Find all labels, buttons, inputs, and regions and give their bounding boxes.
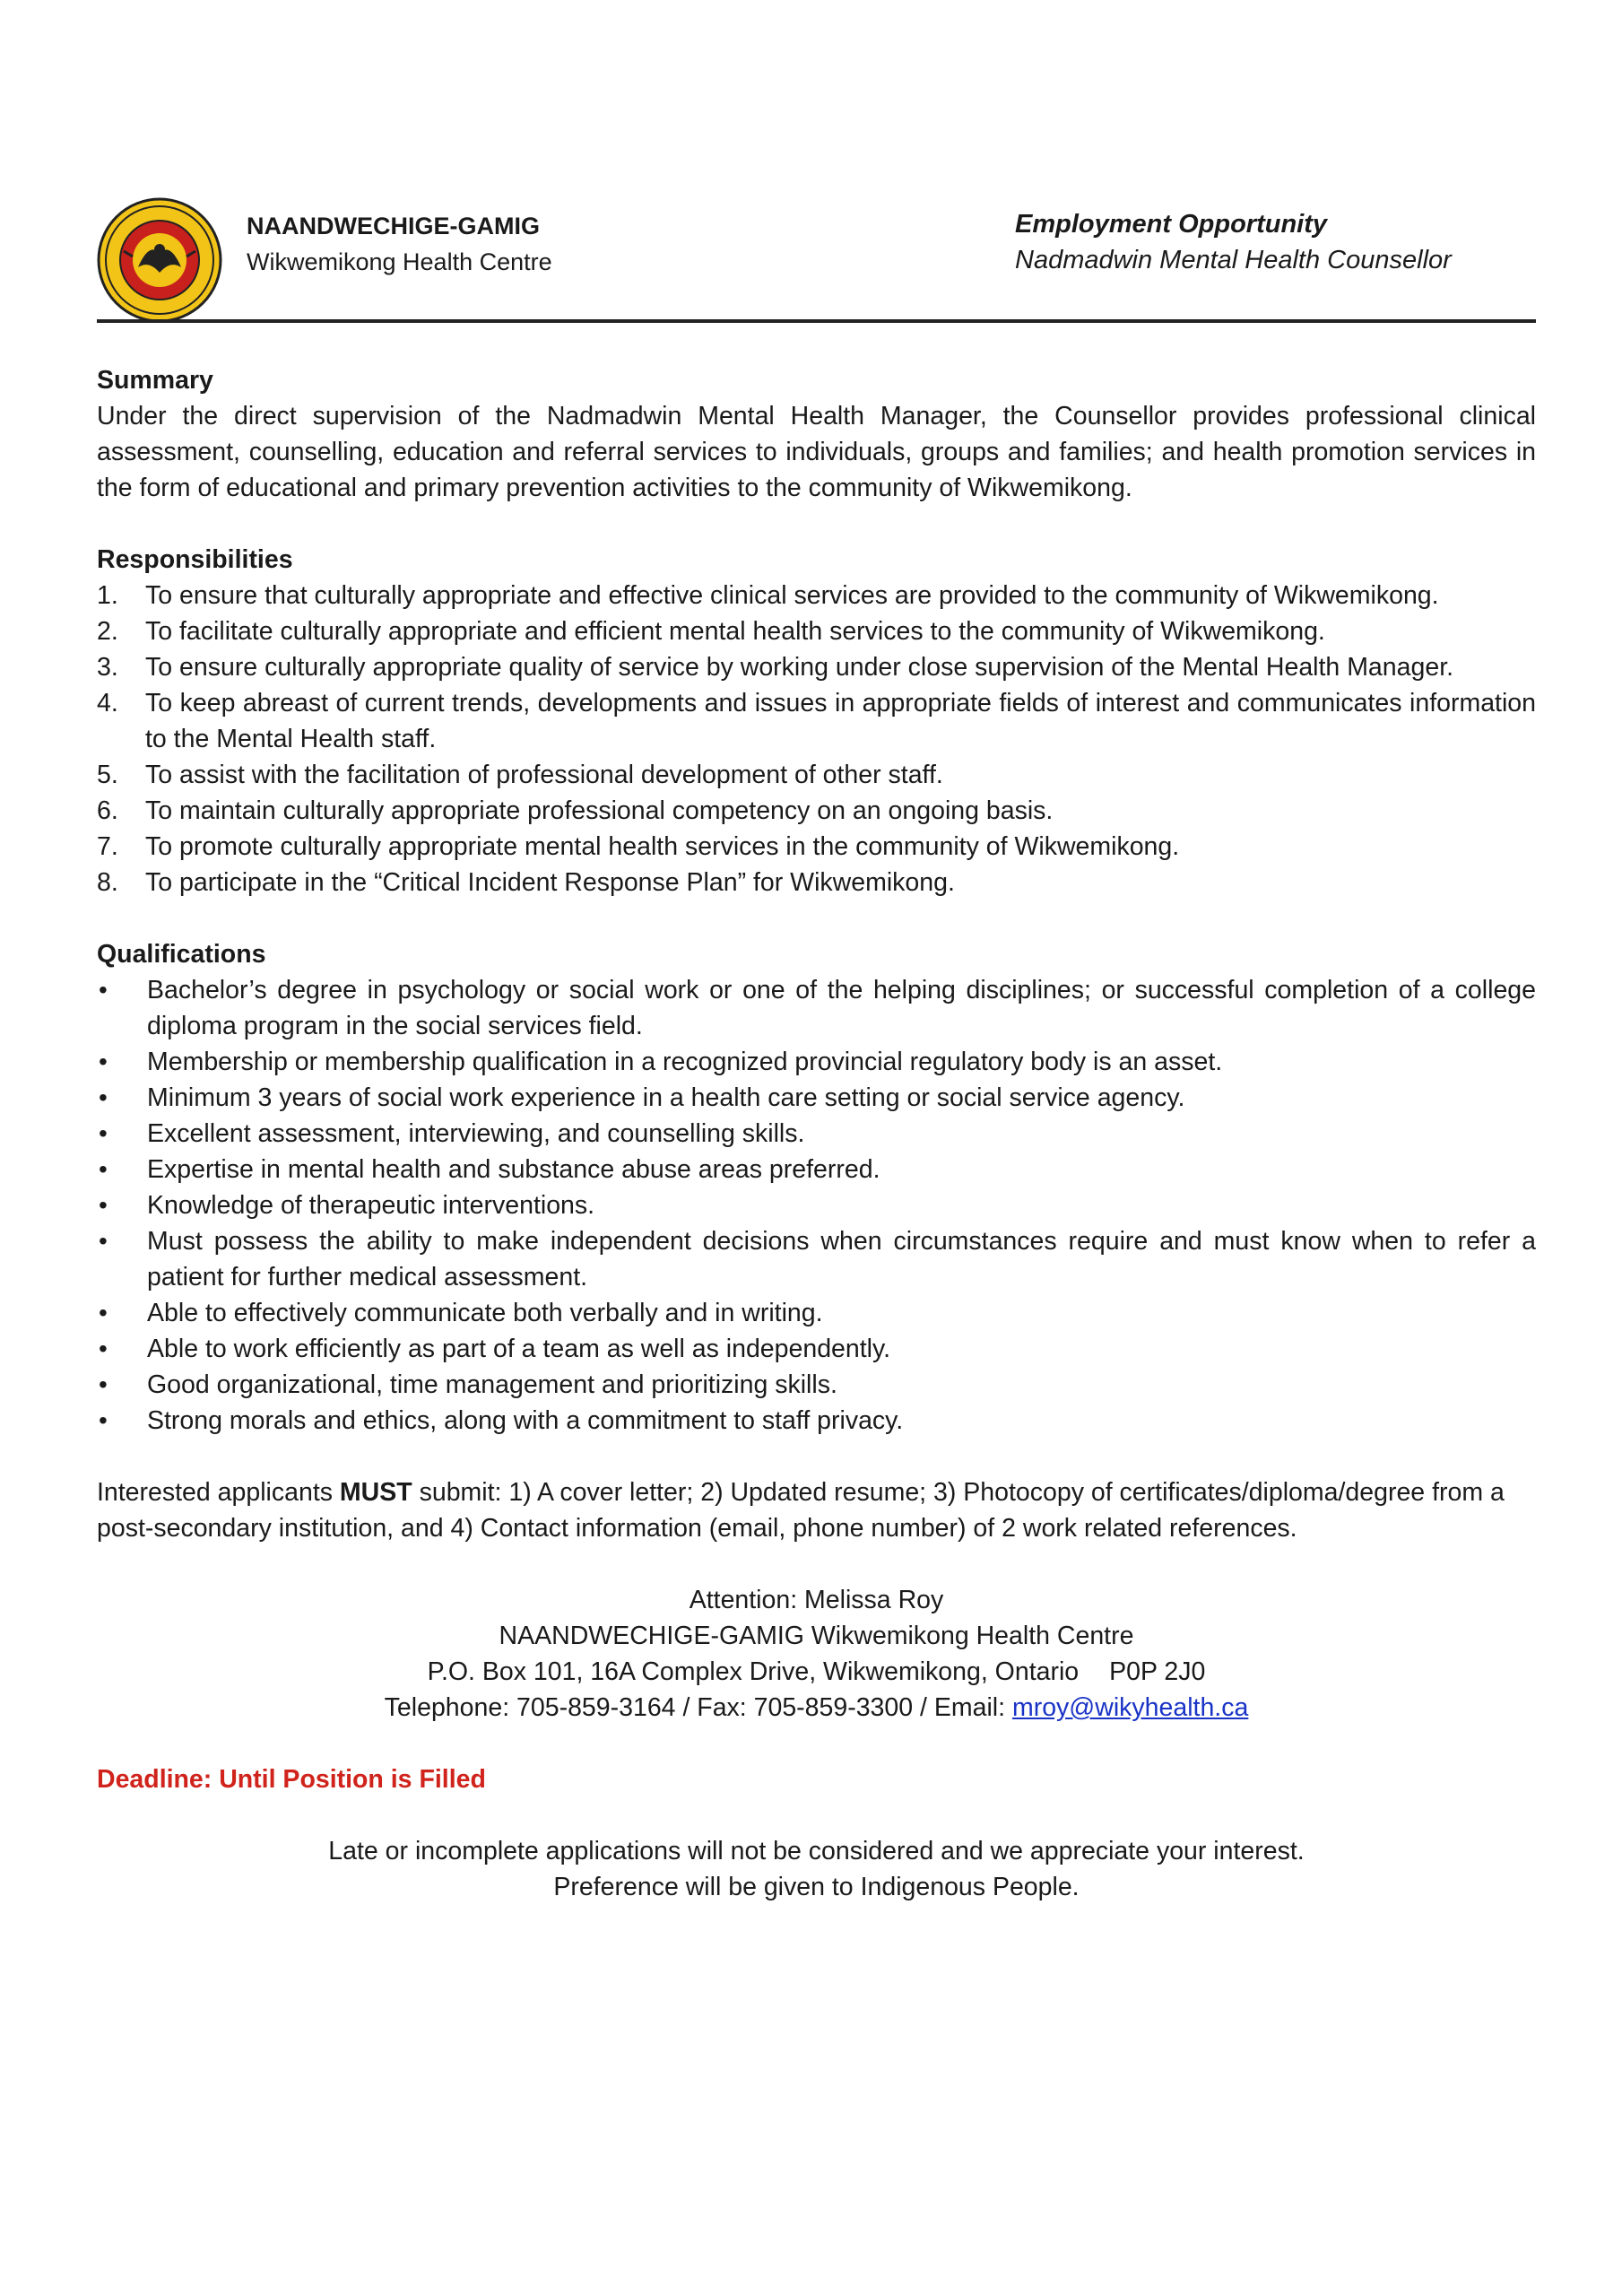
bullet-icon: • [99,976,108,1004]
bullet-icon: • [99,1083,108,1111]
submission-suffix: submit: 1) A cover letter; 2) Updated resume; 3) Photocopy of certificates/diploma/degree from a post-secondary institution, and 4) Contact information (email, phone number) of 2 work related references. [97,1478,1505,1543]
organization-name: NAANDWECHIGE-GAMIG [247,213,540,239]
bullet-icon: • [99,1406,108,1434]
item-text: Good organizational, time management and prioritizing skills. [147,1370,837,1399]
item-text: To ensure culturally appropriate quality of service by working under close supervision of the Mental Health Manager. [145,653,1454,682]
contact-address-line [97,1654,1536,1690]
list-item [97,829,1536,865]
contact-phone-line [97,1690,1536,1726]
item-number: 8. [97,868,118,897]
item-text: Membership or membership qualification in a recognized provincial regulatory body is an asset. [147,1048,1223,1076]
item-text: To promote culturally appropriate mental health services in the community of Wikwemikong. [145,832,1180,861]
bullet-icon: • [99,1227,108,1255]
job-block [1015,206,1452,278]
item-text: Must possess the ability to make independent decisions when circumstances require and must know when to refer a patient for further medical assessment. [147,1227,1536,1292]
list-item [97,578,1536,613]
list-item [97,649,1536,685]
summary-heading: Summary [97,366,213,395]
item-text: To maintain culturally appropriate professional competency on an ongoing basis. [145,796,1054,825]
list-item [97,1331,1536,1367]
item-text: To facilitate culturally appropriate and efficient mental health services to the community of Wikwemikong. [145,617,1325,646]
responsibilities-section [97,542,1536,900]
item-text: Bachelor’s degree in psychology or social work or one of the helping disciplines; or successful completion of a college diploma program in the social services field. [147,976,1536,1040]
bullet-icon: • [99,1370,108,1398]
list-item [97,1367,1536,1403]
item-text: Strong morals and ethics, along with a commitment to staff privacy. [147,1406,904,1435]
job-title: Nadmadwin Mental Health Counsellor [1015,246,1452,274]
responsibilities-list [97,578,1536,900]
qualifications-heading: Qualifications [97,940,266,969]
organization-subtitle: Wikwemikong Health Centre [247,248,552,275]
item-text: Minimum 3 years of social work experience in a health care setting or social service agency. [147,1083,1185,1112]
contact-phone-fax: Telephone: 705-859-3164 / Fax: 705-859-3300 / Email: [384,1693,1012,1722]
contact-block [97,1582,1536,1726]
list-item [97,1080,1536,1116]
item-text: To assist with the facilitation of professional development of other staff. [145,761,943,789]
list-item [97,1223,1536,1295]
summary-section [97,362,1536,506]
contact-email-link[interactable]: mroy@wikyhealth.ca [1011,1693,1249,1722]
contact-organization: NAANDWECHIGE-GAMIG Wikwemikong Health Centre [499,1622,1134,1650]
list-item [97,757,1536,793]
item-number: 3. [97,653,118,682]
list-item [97,1403,1536,1439]
posting-content [97,362,1536,1905]
item-text: Expertise in mental health and substance abuse areas preferred. [147,1155,880,1184]
header-divider [97,319,1536,323]
list-item [97,1152,1536,1187]
list-item [97,613,1536,649]
closing-line-1: Late or incomplete applications will not be considered and we appreciate your interest. [328,1837,1305,1866]
list-item [97,972,1536,1044]
closing-line-2: Preference will be given to Indigenous People. [553,1873,1080,1901]
bullet-icon: • [99,1048,108,1075]
item-text: To ensure that culturally appropriate and effective clinical services are provided to the community of Wikwemikong. [145,581,1439,610]
list-item [97,685,1536,757]
bullet-icon: • [99,1299,108,1326]
list-item [97,793,1536,829]
responsibilities-heading: Responsibilities [97,545,293,574]
submission-instructions [97,1474,1536,1546]
job-heading: Employment Opportunity [1015,210,1327,239]
bullet-icon: • [99,1335,108,1362]
item-text: Excellent assessment, interviewing, and counselling skills. [147,1119,805,1148]
list-item [97,865,1536,900]
list-item [97,1116,1536,1152]
item-text: Knowledge of therapeutic interventions. [147,1191,595,1220]
item-text: To participate in the “Critical Incident Response Plan” for Wikwemikong. [145,868,955,897]
item-number: 2. [97,617,118,646]
contact-attention: Attention: Melissa Roy [689,1586,944,1614]
list-item [97,1295,1536,1331]
contact-postal-code: P0P 2J0 [1109,1657,1206,1686]
health-centre-seal-icon [97,197,222,323]
list-item [97,1187,1536,1223]
item-text: Able to effectively communicate both verbally and in writing. [147,1299,823,1327]
bullet-icon: • [99,1155,108,1183]
qualifications-list [97,972,1536,1439]
item-number: 5. [97,761,118,789]
submission-must: MUST [339,1478,412,1507]
qualifications-section [97,936,1536,1439]
list-item [97,1044,1536,1080]
item-number: 7. [97,832,118,861]
bullet-icon: • [99,1191,108,1219]
submission-prefix: Interested applicants [97,1478,340,1507]
item-text: To keep abreast of current trends, developments and issues in appropriate fields of interest and communicates information to the Mental Health staff. [145,689,1536,753]
summary-text: Under the direct supervision of the Nadmadwin Mental Health Manager, the Counsellor provides professional clinical assessment, counselling, education and referral services to individuals, groups and families; and health promotion services in the form of educational and primary prevention activities to the community of Wikwemikong. [97,402,1536,502]
closing-notes [97,1833,1536,1905]
bullet-icon: • [99,1119,108,1147]
item-number: 4. [97,689,118,718]
item-number: 6. [97,796,118,825]
deadline-notice: Deadline: Until Position is Filled [97,1765,486,1794]
organization-block [247,208,552,280]
item-text: Able to work efficiently as part of a team as well as independently. [147,1335,891,1363]
contact-address: P.O. Box 101, 16A Complex Drive, Wikwemikong, Ontario [427,1657,1080,1686]
item-number: 1. [97,581,118,610]
